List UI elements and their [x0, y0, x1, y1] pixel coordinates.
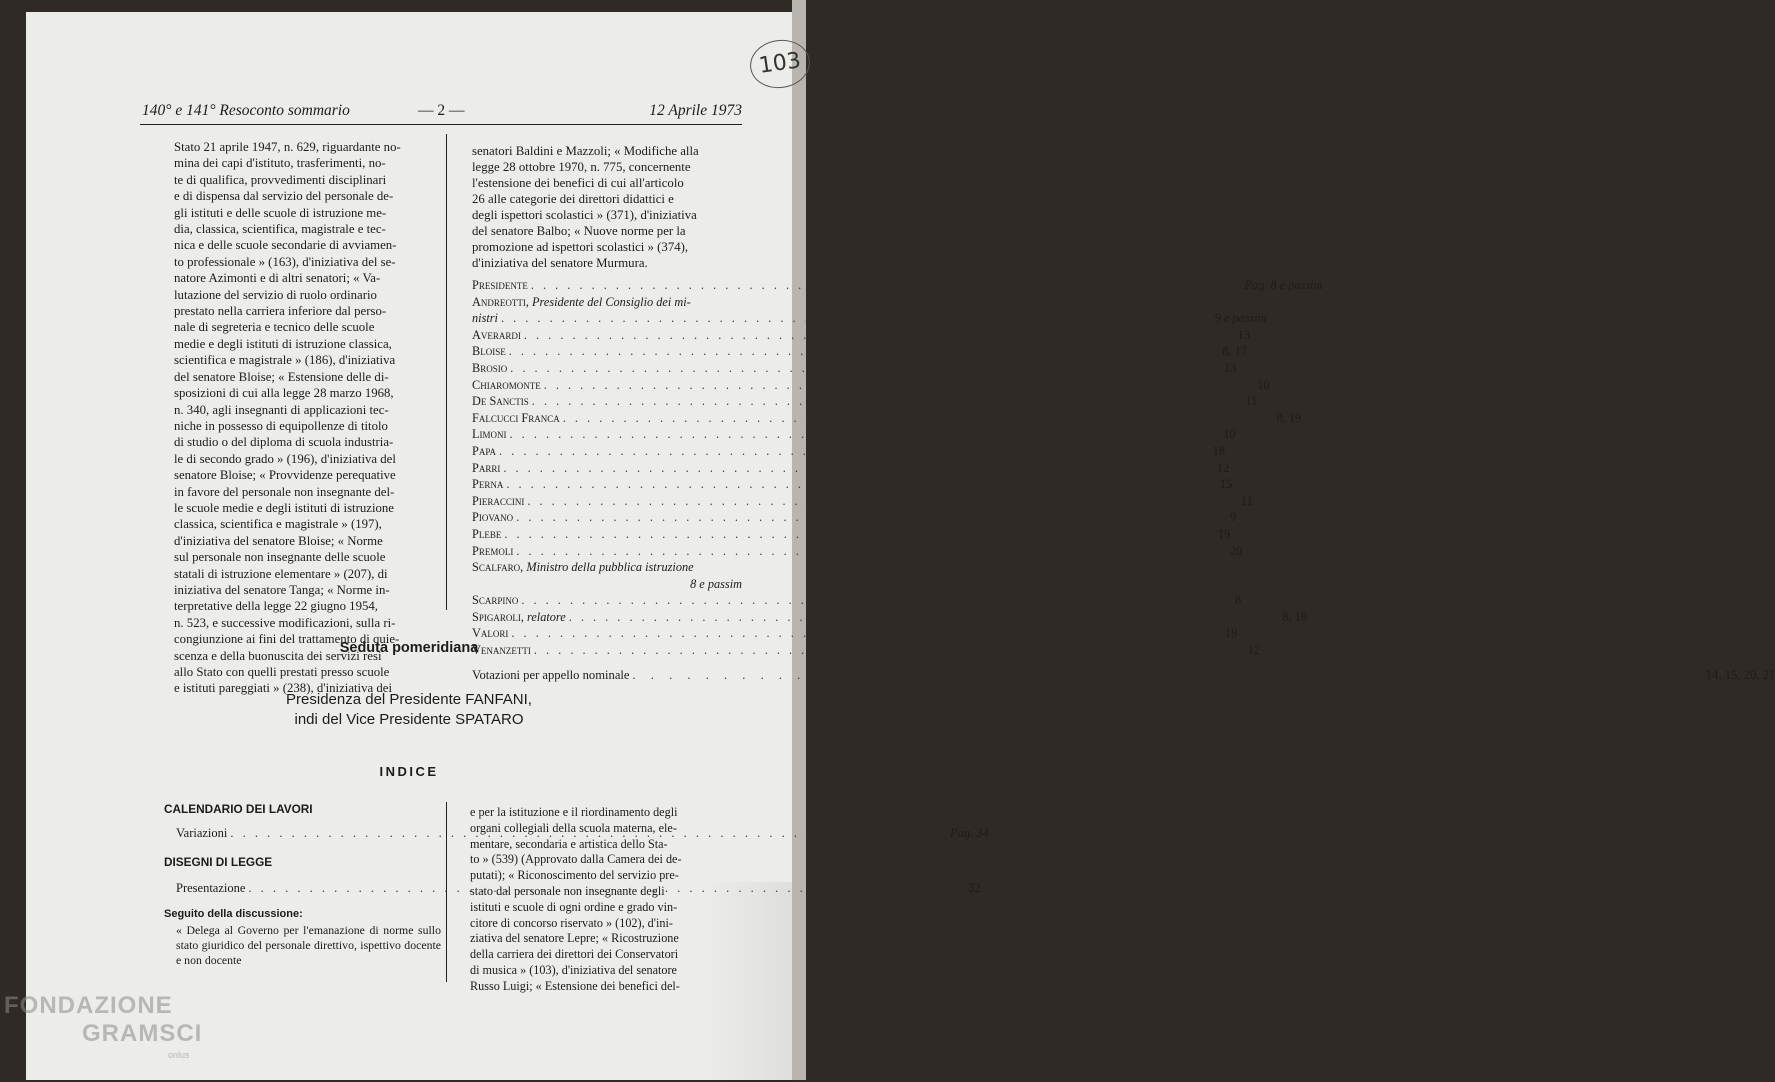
- speaker-entry: De Sanctis . . . 11: [472, 393, 742, 410]
- speaker-entry: Papa . . . 18: [472, 443, 742, 460]
- speaker-entry: Bloise . . . 8, 17: [472, 343, 742, 360]
- session-title: Seduta pomeridiana: [339, 640, 479, 656]
- presidency-line: Presidenza del Presidente FANFANI,: [286, 691, 532, 708]
- text-line: Russo Luigi; « Estensione dei benefici del-: [470, 978, 680, 993]
- speaker-entry: Scarpino . . . 8: [472, 592, 742, 609]
- speaker-entry: Brosio . . . 13: [472, 360, 742, 377]
- running-header: [142, 100, 742, 124]
- subsection-title: Seguito della discussione:: [164, 908, 303, 920]
- speaker-entry: Plebe . . . 19: [472, 526, 742, 543]
- text-line: congiunzione ai fini del trattamento di quie-: [174, 632, 400, 647]
- text-line: 26 alle categorie dei direttori didattici e: [472, 192, 674, 206]
- text-line: d'iniziativa del senatore Murmura.: [472, 256, 648, 270]
- speaker-entry: Averardi . . . 13: [472, 327, 742, 344]
- watermark-sub: onlus: [168, 1050, 190, 1060]
- speaker-entry: Chiaromonte . . . 10: [472, 377, 742, 394]
- text-line: Stato 21 aprile 1947, n. 629, riguardante no-: [174, 140, 401, 154]
- text-line: l'estensione dei benefici di cui all'articolo: [472, 176, 684, 190]
- header-page: — 2 —: [418, 102, 465, 119]
- speaker-entry: Andreotti, Presidente del Consiglio dei mi-: [472, 294, 691, 309]
- speaker-entry: Pieraccini . . . 11: [472, 493, 742, 510]
- speaker-entry-cont: nistri . . . 9 e passim: [472, 310, 742, 327]
- speaker-entry: Presidente . . . Pag. 8 e passim: [472, 277, 742, 294]
- text-line: degli ispettori scolastici » (371), d'iniziativa: [472, 208, 697, 222]
- column-divider: [446, 134, 447, 610]
- speaker-entry: Perna . . . 15: [472, 476, 742, 493]
- text-line: prestato nella carriera inferiore dal perso-: [174, 304, 387, 319]
- header-rule: [140, 124, 742, 125]
- speaker-entry: Premoli . . . 20: [472, 543, 742, 560]
- text-line: medie e degli istituti di istruzione classica,: [174, 336, 392, 351]
- presidency: [26, 690, 792, 730]
- text-line: gli istituti e delle scuole di istruzione me-: [174, 205, 387, 220]
- votazioni-row: Votazioni per appello nominale . . . 14, 15, 20, 21: [472, 667, 742, 683]
- text-line: organi collegiali della scuola materna, ele-: [470, 820, 677, 835]
- text-line: d'iniziativa del senatore Bloise; « Norme: [174, 533, 383, 548]
- text-line: stato dal personale non insegnante degli: [470, 883, 665, 898]
- text-line: della carriera dei direttori dei Conservatori: [470, 947, 679, 962]
- text-line: to » (539) (Approvato dalla Camera dei de-: [470, 852, 682, 867]
- text-line: ziativa del senatore Lepre; « Ricostruzione: [470, 931, 679, 946]
- section-disegni: DISEGNI DI LEGGE: [164, 855, 273, 869]
- text-line: del senatore Bloise; « Estensione delle di-: [174, 369, 389, 384]
- text-line: natore Azimonti e di altri senatori; « Va-: [174, 271, 381, 286]
- index-entry: Variazioni . . . Pag. 34: [176, 826, 441, 841]
- presidency-line: indi del Vice Presidente SPATARO: [294, 711, 524, 728]
- text-line: niche in possesso di equipollenze di titolo: [174, 418, 388, 433]
- left-text-column: [174, 139, 411, 697]
- text-line: dia, classica, scientifica, magistrale e tec-: [174, 222, 386, 237]
- text-line: nale di segreteria e tecnico delle scuole: [174, 320, 375, 335]
- right-text-block: [472, 143, 742, 271]
- text-line: iniziativa del senatore Tanga; « Norme in-: [174, 582, 390, 597]
- speaker-entry: Venanzetti . . . 12: [472, 642, 742, 659]
- text-line: senatore Bloise; « Provvidenze perequative: [174, 468, 396, 483]
- index-entry: Presentazione . . . 32: [176, 881, 441, 896]
- text-line: nica e delle scuole secondarie di avviamen-: [174, 238, 397, 253]
- text-line: allo Stato con quelli prestati presso scuole: [174, 665, 390, 679]
- text-line: n. 523, e successive modificazioni, sulla ri-: [174, 615, 396, 630]
- text-line: lutazione del servizio di ruolo ordinario: [174, 287, 377, 302]
- text-line: legge 28 ottobre 1970, n. 775, concernente: [472, 160, 691, 174]
- speaker-entry: Parri . . . 12: [472, 460, 742, 477]
- index-title: INDICE: [379, 764, 439, 779]
- speaker-entry-cont: 8 e passim: [690, 576, 742, 591]
- text-line: sposizioni di cui alla legge 28 marzo 1968,: [174, 386, 394, 401]
- index-right-column: [470, 805, 706, 995]
- header-left: 140° e 141° Resoconto sommario: [142, 102, 350, 119]
- text-line: in favore del personale non insegnante del-: [174, 484, 395, 499]
- text-line: citore di concorso riservato » (102), d'ini-: [470, 915, 673, 930]
- text-line: promozione ad ispettori scolastici » (374),: [472, 240, 689, 254]
- text-line: istituti e scuole di ogni ordine e grado vin-: [470, 899, 678, 914]
- watermark-logo: FONDAZIONE GRAMSCI: [4, 992, 203, 1047]
- right-column: [472, 143, 1775, 683]
- speaker-index: [472, 277, 1323, 659]
- text-line: te di qualifica, provvedimenti disciplinari: [174, 172, 387, 187]
- speaker-entry: Falcucci Franca . . . 8, 19: [472, 410, 742, 427]
- text-line: mina dei capi d'istituto, trasferimenti, no-: [174, 156, 386, 171]
- text-line: senatori Baldini e Mazzoli; « Modifiche alla: [472, 144, 699, 158]
- page-curl-shadow: [702, 882, 792, 1082]
- speaker-entry: Valori . . . 19: [472, 625, 742, 642]
- text-line: scenza e della buonuscita dei servizi resi: [174, 648, 382, 663]
- section-calendario: CALENDARIO DEI LAVORI: [164, 802, 313, 816]
- index-text: « Delega al Governo per l'emanazione di norme sullo stato giuridico del personale direttivo, ispettivo docente e non docente: [176, 923, 441, 967]
- text-line: le di secondo grado » (196), d'iniziativa del: [174, 451, 396, 466]
- text-line: di studio o del diploma di scuola industria-: [174, 435, 394, 450]
- text-line: di musica » (103), d'iniziativa del senatore: [470, 962, 677, 977]
- text-line: mentare, secondaria e artistica dello Sta-: [470, 836, 668, 851]
- text-line: terpretative della legge 22 giugno 1954,: [174, 599, 378, 614]
- text-line: classica, scientifica e magistrale » (197),: [174, 517, 382, 532]
- speaker-entry: Piovano . . . 9: [472, 509, 742, 526]
- text-line: scientifica e magistrale » (186), d'iniziativa: [174, 353, 396, 368]
- text-line: sul personale non insegnante delle scuole: [174, 550, 386, 565]
- text-line: putati); « Riconoscimento del servizio pre-: [470, 868, 679, 883]
- text-line: to professionale » (163), d'iniziativa del se-: [174, 254, 396, 269]
- text-line: e di dispensa dal servizio del personale de-: [174, 189, 394, 204]
- speaker-entry: Scalfaro, Ministro della pubblica istruzione: [472, 560, 694, 575]
- text-line: e istituti pareggiati » (238), d'iniziativa dei: [174, 681, 393, 696]
- text-line: le scuole medie e degli istituti di istruzione: [174, 500, 394, 515]
- speaker-entry: Spigaroli, relatore . . . 8, 18: [472, 609, 742, 626]
- speaker-entry: Limoni . . . 10: [472, 426, 742, 443]
- text-line: del senatore Balbo; « Nuove norme per la: [472, 224, 686, 238]
- text-line: e per la istituzione e il riordinamento degli: [470, 805, 678, 819]
- text-line: n. 340, agli insegnanti di applicazioni tec-: [174, 402, 389, 417]
- document-page: [26, 12, 1775, 1080]
- header-date: 12 Aprile 1973: [649, 102, 742, 119]
- text-line: statali di istruzione elementare » (207), di: [174, 566, 388, 581]
- page-number-stamp: 103: [747, 36, 813, 92]
